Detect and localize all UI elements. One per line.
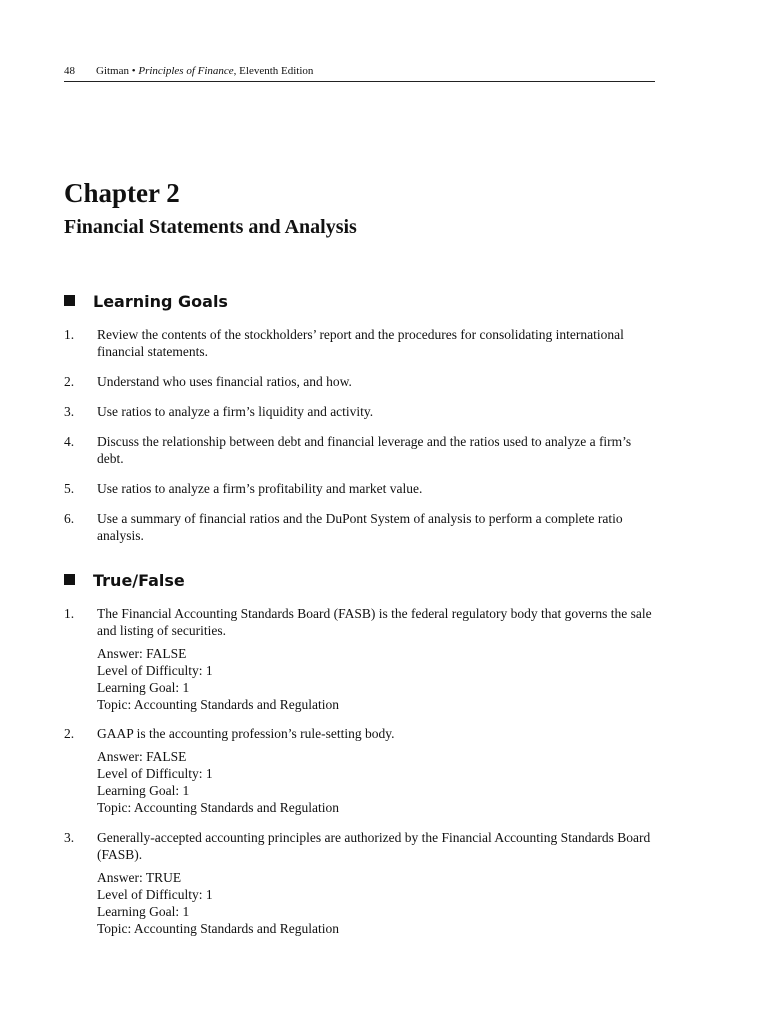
learning-goals-heading <box>64 292 228 312</box>
section-heading-label: True/False <box>93 571 185 590</box>
learning-goal: Learning Goal: 1 <box>97 680 190 695</box>
section-heading-label: Learning Goals <box>93 292 228 311</box>
question-text: GAAP is the accounting profession’s rule-setting body. <box>97 726 395 741</box>
item-text: Discuss the relationship between debt and financial leverage and the ratios used to analyze a firm’s debt. <box>97 434 632 466</box>
learning-goal: Learning Goal: 1 <box>97 904 190 919</box>
topic: Topic: Accounting Standards and Regulation <box>97 921 340 936</box>
learning-goal-item <box>64 373 655 390</box>
question-number: 3. <box>64 830 75 845</box>
learning-goal: Learning Goal: 1 <box>97 783 190 798</box>
item-number: 3. <box>64 404 75 419</box>
chapter-subtitle: Financial Statements and Analysis <box>64 216 357 238</box>
question-meta <box>97 748 655 816</box>
question-item <box>64 605 655 713</box>
question-meta <box>97 869 655 937</box>
square-bullet-icon <box>64 295 75 306</box>
topic: Topic: Accounting Standards and Regulation <box>97 800 340 815</box>
item-text: Use a summary of financial ratios and the DuPont System of analysis to perform a complete ratio analysis. <box>97 511 623 543</box>
question-item <box>64 725 655 816</box>
item-text: Review the contents of the stockholders’ report and the procedures for consolidating international financial statements. <box>97 327 624 359</box>
learning-goal-item <box>64 433 655 467</box>
question-text: Generally-accepted accounting principles are authorized by the Financial Accounting Standards Board (FASB). <box>97 830 651 862</box>
edition: , Eleventh Edition <box>233 65 314 77</box>
answer: Answer: FALSE <box>97 749 187 764</box>
true-false-heading <box>64 571 185 591</box>
question-item <box>64 829 655 937</box>
running-header <box>64 65 655 82</box>
difficulty: Level of Difficulty: 1 <box>97 766 213 781</box>
question-meta <box>97 645 655 713</box>
item-number: 4. <box>64 434 75 449</box>
square-bullet-icon <box>64 574 75 585</box>
topic: Topic: Accounting Standards and Regulation <box>97 697 340 712</box>
difficulty: Level of Difficulty: 1 <box>97 663 213 678</box>
answer: Answer: TRUE <box>97 870 182 885</box>
author-name: Gitman <box>96 65 129 77</box>
learning-goal-item <box>64 480 655 497</box>
chapter-title: Chapter 2 <box>64 178 180 208</box>
learning-goal-item <box>64 326 655 360</box>
item-number: 1. <box>64 327 75 342</box>
book-title: Principles of Finance <box>138 65 234 77</box>
item-number: 5. <box>64 481 75 496</box>
answer: Answer: FALSE <box>97 646 187 661</box>
question-number: 2. <box>64 726 75 741</box>
learning-goal-item <box>64 403 655 420</box>
item-number: 2. <box>64 374 75 389</box>
question-text: The Financial Accounting Standards Board (FASB) is the federal regulatory body that governs the sale and listing of securities. <box>97 606 652 638</box>
item-text: Use ratios to analyze a firm’s liquidity and activity. <box>97 404 374 419</box>
item-number: 6. <box>64 511 75 526</box>
running-title <box>96 65 313 77</box>
question-number: 1. <box>64 606 75 621</box>
page-number: 48 <box>64 65 75 77</box>
learning-goal-item <box>64 510 655 544</box>
difficulty: Level of Difficulty: 1 <box>97 887 213 902</box>
item-text: Understand who uses financial ratios, and how. <box>97 374 352 389</box>
item-text: Use ratios to analyze a firm’s profitability and market value. <box>97 481 423 496</box>
header-separator: • <box>131 65 136 77</box>
